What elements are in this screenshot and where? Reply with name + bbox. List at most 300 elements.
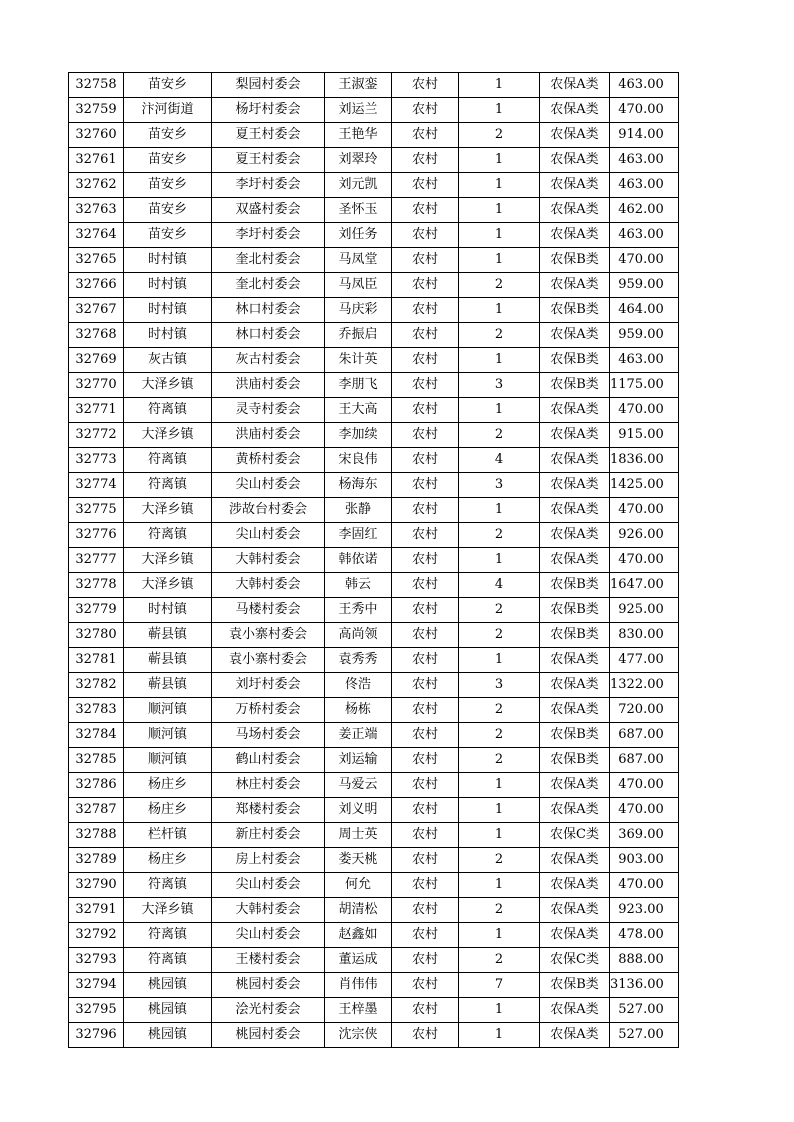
household-type-cell: 农村	[392, 923, 459, 948]
household-type-cell: 农村	[392, 1023, 459, 1048]
household-type-cell: 农村	[392, 323, 459, 348]
township-cell: 苗安乡	[124, 73, 212, 98]
name-cell: 娄天桃	[325, 848, 392, 873]
household-type-cell: 农村	[392, 73, 459, 98]
village-committee-cell: 夏王村委会	[212, 123, 325, 148]
serial-number-cell: 32777	[69, 548, 124, 573]
amount-cell: 470.00	[610, 248, 679, 273]
amount-cell: 527.00	[610, 998, 679, 1023]
table-row	[69, 173, 679, 198]
amount-cell: 470.00	[610, 398, 679, 423]
household-type-cell: 农村	[392, 648, 459, 673]
village-committee-cell: 洪庙村委会	[212, 423, 325, 448]
insurance-category-cell: 农保A类	[540, 423, 610, 448]
household-type-cell: 农村	[392, 123, 459, 148]
village-committee-cell: 灰古村委会	[212, 348, 325, 373]
township-cell: 大泽乡镇	[124, 373, 212, 398]
name-cell: 袁秀秀	[325, 648, 392, 673]
member-count-cell: 1	[459, 1023, 540, 1048]
amount-cell: 915.00	[610, 423, 679, 448]
name-cell: 高尚领	[325, 623, 392, 648]
serial-number-cell: 32790	[69, 873, 124, 898]
table-row	[69, 273, 679, 298]
name-cell: 杨栋	[325, 698, 392, 723]
name-cell: 马凤臣	[325, 273, 392, 298]
serial-number-cell: 32792	[69, 923, 124, 948]
amount-cell: 463.00	[610, 73, 679, 98]
insurance-category-cell: 农保A类	[540, 523, 610, 548]
village-committee-cell: 鹤山村委会	[212, 748, 325, 773]
name-cell: 刘义明	[325, 798, 392, 823]
name-cell: 马凤堂	[325, 248, 392, 273]
village-committee-cell: 林口村委会	[212, 323, 325, 348]
village-committee-cell: 尖山村委会	[212, 473, 325, 498]
table-row	[69, 973, 679, 998]
village-committee-cell: 郑楼村委会	[212, 798, 325, 823]
village-committee-cell: 桃园村委会	[212, 1023, 325, 1048]
amount-cell: 959.00	[610, 323, 679, 348]
township-cell: 苗安乡	[124, 148, 212, 173]
name-cell: 王淑銮	[325, 73, 392, 98]
name-cell: 韩云	[325, 573, 392, 598]
table-row	[69, 448, 679, 473]
household-type-cell: 农村	[392, 798, 459, 823]
name-cell: 乔振启	[325, 323, 392, 348]
village-committee-cell: 万桥村委会	[212, 698, 325, 723]
table-row	[69, 698, 679, 723]
member-count-cell: 1	[459, 998, 540, 1023]
village-committee-cell: 黄桥村委会	[212, 448, 325, 473]
serial-number-cell: 32775	[69, 498, 124, 523]
village-committee-cell: 新庄村委会	[212, 823, 325, 848]
household-type-cell: 农村	[392, 723, 459, 748]
name-cell: 杨海东	[325, 473, 392, 498]
insurance-category-cell: 农保A类	[540, 473, 610, 498]
township-cell: 顺河镇	[124, 723, 212, 748]
township-cell: 大泽乡镇	[124, 423, 212, 448]
village-committee-cell: 奎北村委会	[212, 273, 325, 298]
insurance-category-cell: 农保A类	[540, 673, 610, 698]
table-row	[69, 198, 679, 223]
member-count-cell: 2	[459, 748, 540, 773]
amount-cell: 463.00	[610, 223, 679, 248]
insurance-category-cell: 农保C类	[540, 823, 610, 848]
township-cell: 杨庄乡	[124, 773, 212, 798]
member-count-cell: 2	[459, 273, 540, 298]
insurance-category-cell: 农保B类	[540, 723, 610, 748]
table-row	[69, 323, 679, 348]
member-count-cell: 2	[459, 948, 540, 973]
township-cell: 符离镇	[124, 923, 212, 948]
name-cell: 宋良伟	[325, 448, 392, 473]
household-type-cell: 农村	[392, 673, 459, 698]
household-type-cell: 农村	[392, 198, 459, 223]
village-committee-cell: 刘圩村委会	[212, 673, 325, 698]
village-committee-cell: 双盛村委会	[212, 198, 325, 223]
member-count-cell: 1	[459, 98, 540, 123]
household-type-cell: 农村	[392, 398, 459, 423]
table-row	[69, 373, 679, 398]
member-count-cell: 2	[459, 848, 540, 873]
amount-cell: 470.00	[610, 773, 679, 798]
village-committee-cell: 马楼村委会	[212, 598, 325, 623]
household-type-cell: 农村	[392, 148, 459, 173]
name-cell: 张静	[325, 498, 392, 523]
amount-cell: 3136.00	[610, 973, 679, 998]
name-cell: 李加续	[325, 423, 392, 448]
village-committee-cell: 大韩村委会	[212, 898, 325, 923]
member-count-cell: 1	[459, 73, 540, 98]
serial-number-cell: 32766	[69, 273, 124, 298]
member-count-cell: 1	[459, 498, 540, 523]
name-cell: 沈宗侠	[325, 1023, 392, 1048]
township-cell: 杨庄乡	[124, 798, 212, 823]
village-committee-cell: 梨园村委会	[212, 73, 325, 98]
name-cell: 董运成	[325, 948, 392, 973]
name-cell: 姜正端	[325, 723, 392, 748]
serial-number-cell: 32788	[69, 823, 124, 848]
member-count-cell: 1	[459, 173, 540, 198]
serial-number-cell: 32768	[69, 323, 124, 348]
member-count-cell: 3	[459, 373, 540, 398]
member-count-cell: 2	[459, 323, 540, 348]
insurance-category-cell: 农保B类	[540, 748, 610, 773]
village-committee-cell: 洪庙村委会	[212, 373, 325, 398]
insurance-category-cell: 农保B类	[540, 623, 610, 648]
table-row	[69, 348, 679, 373]
member-count-cell: 2	[459, 698, 540, 723]
amount-cell: 478.00	[610, 923, 679, 948]
insurance-category-cell: 农保B类	[540, 573, 610, 598]
serial-number-cell: 32762	[69, 173, 124, 198]
serial-number-cell: 32795	[69, 998, 124, 1023]
member-count-cell: 7	[459, 973, 540, 998]
village-committee-cell: 夏王村委会	[212, 148, 325, 173]
table-row	[69, 73, 679, 98]
insurance-category-cell: 农保A类	[540, 73, 610, 98]
household-type-cell: 农村	[392, 473, 459, 498]
table-row	[69, 548, 679, 573]
serial-number-cell: 32764	[69, 223, 124, 248]
village-committee-cell: 尖山村委会	[212, 873, 325, 898]
insurance-category-cell: 农保B类	[540, 373, 610, 398]
name-cell: 刘运兰	[325, 98, 392, 123]
amount-cell: 830.00	[610, 623, 679, 648]
household-type-cell: 农村	[392, 448, 459, 473]
table-row	[69, 673, 679, 698]
amount-cell: 1425.00	[610, 473, 679, 498]
amount-cell: 463.00	[610, 148, 679, 173]
amount-cell: 463.00	[610, 348, 679, 373]
township-cell: 大泽乡镇	[124, 898, 212, 923]
village-committee-cell: 林庄村委会	[212, 773, 325, 798]
amount-cell: 477.00	[610, 648, 679, 673]
serial-number-cell: 32763	[69, 198, 124, 223]
township-cell: 符离镇	[124, 523, 212, 548]
serial-number-cell: 32765	[69, 248, 124, 273]
table-row	[69, 898, 679, 923]
table-row	[69, 823, 679, 848]
township-cell: 符离镇	[124, 398, 212, 423]
table-row	[69, 948, 679, 973]
table-row	[69, 223, 679, 248]
member-count-cell: 2	[459, 523, 540, 548]
member-count-cell: 1	[459, 348, 540, 373]
table-row	[69, 873, 679, 898]
member-count-cell: 2	[459, 898, 540, 923]
member-count-cell: 2	[459, 423, 540, 448]
table-row	[69, 98, 679, 123]
household-type-cell: 农村	[392, 248, 459, 273]
village-committee-cell: 桃园村委会	[212, 973, 325, 998]
insurance-category-cell: 农保A类	[540, 548, 610, 573]
table-row	[69, 1023, 679, 1048]
member-count-cell: 1	[459, 873, 540, 898]
name-cell: 马庆彩	[325, 298, 392, 323]
insurance-category-cell: 农保A类	[540, 148, 610, 173]
township-cell: 时村镇	[124, 298, 212, 323]
member-count-cell: 2	[459, 123, 540, 148]
member-count-cell: 1	[459, 398, 540, 423]
village-committee-cell: 尖山村委会	[212, 923, 325, 948]
table-row	[69, 498, 679, 523]
member-count-cell: 2	[459, 723, 540, 748]
township-cell: 桃园镇	[124, 998, 212, 1023]
township-cell: 大泽乡镇	[124, 573, 212, 598]
name-cell: 李朋飞	[325, 373, 392, 398]
household-type-cell: 农村	[392, 873, 459, 898]
amount-cell: 369.00	[610, 823, 679, 848]
amount-cell: 527.00	[610, 1023, 679, 1048]
member-count-cell: 2	[459, 623, 540, 648]
township-cell: 时村镇	[124, 598, 212, 623]
insurance-category-cell: 农保A类	[540, 798, 610, 823]
insurance-category-cell: 农保A类	[540, 123, 610, 148]
household-type-cell: 农村	[392, 173, 459, 198]
amount-cell: 464.00	[610, 298, 679, 323]
township-cell: 桃园镇	[124, 1023, 212, 1048]
serial-number-cell: 32759	[69, 98, 124, 123]
insurance-category-cell: 农保A类	[540, 1023, 610, 1048]
serial-number-cell: 32779	[69, 598, 124, 623]
township-cell: 桃园镇	[124, 973, 212, 998]
name-cell: 胡清松	[325, 898, 392, 923]
village-committee-cell: 房上村委会	[212, 848, 325, 873]
insurance-category-cell: 农保A类	[540, 398, 610, 423]
serial-number-cell: 32780	[69, 623, 124, 648]
member-count-cell: 2	[459, 598, 540, 623]
insurance-category-cell: 农保A类	[540, 873, 610, 898]
name-cell: 韩依诺	[325, 548, 392, 573]
serial-number-cell: 32778	[69, 573, 124, 598]
household-type-cell: 农村	[392, 948, 459, 973]
name-cell: 周士英	[325, 823, 392, 848]
name-cell: 刘任务	[325, 223, 392, 248]
table-row	[69, 123, 679, 148]
serial-number-cell: 32761	[69, 148, 124, 173]
amount-cell: 462.00	[610, 198, 679, 223]
household-type-cell: 农村	[392, 823, 459, 848]
table-row	[69, 773, 679, 798]
serial-number-cell: 32791	[69, 898, 124, 923]
township-cell: 顺河镇	[124, 698, 212, 723]
member-count-cell: 4	[459, 573, 540, 598]
serial-number-cell: 32783	[69, 698, 124, 723]
township-cell: 苗安乡	[124, 173, 212, 198]
table-row	[69, 848, 679, 873]
township-cell: 时村镇	[124, 248, 212, 273]
amount-cell: 470.00	[610, 498, 679, 523]
member-count-cell: 1	[459, 198, 540, 223]
township-cell: 符离镇	[124, 873, 212, 898]
member-count-cell: 4	[459, 448, 540, 473]
household-type-cell: 农村	[392, 573, 459, 598]
member-count-cell: 1	[459, 148, 540, 173]
household-type-cell: 农村	[392, 98, 459, 123]
village-committee-cell: 涉故台村委会	[212, 498, 325, 523]
insurance-category-cell: 农保A类	[540, 848, 610, 873]
table-row	[69, 598, 679, 623]
village-committee-cell: 李圩村委会	[212, 223, 325, 248]
member-count-cell: 3	[459, 473, 540, 498]
amount-cell: 1322.00	[610, 673, 679, 698]
table-row	[69, 798, 679, 823]
insurance-category-cell: 农保A类	[540, 698, 610, 723]
village-committee-cell: 大韩村委会	[212, 548, 325, 573]
insurance-category-cell: 农保A类	[540, 898, 610, 923]
name-cell: 肖伟伟	[325, 973, 392, 998]
serial-number-cell: 32787	[69, 798, 124, 823]
household-type-cell: 农村	[392, 273, 459, 298]
village-committee-cell: 奎北村委会	[212, 248, 325, 273]
serial-number-cell: 32769	[69, 348, 124, 373]
township-cell: 苗安乡	[124, 198, 212, 223]
serial-number-cell: 32772	[69, 423, 124, 448]
township-cell: 符离镇	[124, 948, 212, 973]
name-cell: 刘元凯	[325, 173, 392, 198]
insurance-category-cell: 农保A类	[540, 998, 610, 1023]
name-cell: 刘翠玲	[325, 148, 392, 173]
serial-number-cell: 32793	[69, 948, 124, 973]
table-row	[69, 998, 679, 1023]
insurance-category-cell: 农保A类	[540, 223, 610, 248]
amount-cell: 720.00	[610, 698, 679, 723]
name-cell: 佟浩	[325, 673, 392, 698]
village-committee-cell: 袁小寨村委会	[212, 648, 325, 673]
member-count-cell: 1	[459, 773, 540, 798]
township-cell: 蕲县镇	[124, 673, 212, 698]
village-committee-cell: 杨圩村委会	[212, 98, 325, 123]
village-committee-cell: 灵寺村委会	[212, 398, 325, 423]
household-type-cell: 农村	[392, 898, 459, 923]
member-count-cell: 1	[459, 548, 540, 573]
household-type-cell: 农村	[392, 348, 459, 373]
name-cell: 何允	[325, 873, 392, 898]
insurance-category-cell: 农保B类	[540, 298, 610, 323]
amount-cell: 470.00	[610, 798, 679, 823]
table-row	[69, 648, 679, 673]
amount-cell: 959.00	[610, 273, 679, 298]
village-committee-cell: 王楼村委会	[212, 948, 325, 973]
amount-cell: 470.00	[610, 98, 679, 123]
serial-number-cell: 32781	[69, 648, 124, 673]
amount-cell: 914.00	[610, 123, 679, 148]
table-row	[69, 248, 679, 273]
name-cell: 圣怀玉	[325, 198, 392, 223]
township-cell: 大泽乡镇	[124, 498, 212, 523]
household-type-cell: 农村	[392, 998, 459, 1023]
township-cell: 时村镇	[124, 273, 212, 298]
household-type-cell: 农村	[392, 848, 459, 873]
amount-cell: 463.00	[610, 173, 679, 198]
township-cell: 符离镇	[124, 448, 212, 473]
table-row	[69, 623, 679, 648]
name-cell: 刘运输	[325, 748, 392, 773]
household-type-cell: 农村	[392, 548, 459, 573]
insurance-category-cell: 农保A类	[540, 448, 610, 473]
name-cell: 王艳华	[325, 123, 392, 148]
insurance-category-cell: 农保B类	[540, 248, 610, 273]
amount-cell: 1175.00	[610, 373, 679, 398]
township-cell: 栏杆镇	[124, 823, 212, 848]
insurance-category-cell: 农保A类	[540, 773, 610, 798]
serial-number-cell: 32760	[69, 123, 124, 148]
household-type-cell: 农村	[392, 973, 459, 998]
serial-number-cell: 32774	[69, 473, 124, 498]
serial-number-cell: 32776	[69, 523, 124, 548]
table-row	[69, 473, 679, 498]
household-type-cell: 农村	[392, 298, 459, 323]
household-type-cell: 农村	[392, 623, 459, 648]
member-count-cell: 1	[459, 923, 540, 948]
insurance-category-cell: 农保A类	[540, 923, 610, 948]
township-cell: 蕲县镇	[124, 648, 212, 673]
serial-number-cell: 32784	[69, 723, 124, 748]
name-cell: 李固红	[325, 523, 392, 548]
serial-number-cell: 32758	[69, 73, 124, 98]
serial-number-cell: 32782	[69, 673, 124, 698]
insurance-category-cell: 农保B类	[540, 348, 610, 373]
insurance-category-cell: 农保A类	[540, 98, 610, 123]
amount-cell: 925.00	[610, 598, 679, 623]
allowance-table	[68, 72, 679, 1048]
village-committee-cell: 林口村委会	[212, 298, 325, 323]
table-row	[69, 398, 679, 423]
township-cell: 汴河街道	[124, 98, 212, 123]
serial-number-cell: 32770	[69, 373, 124, 398]
insurance-category-cell: 农保A类	[540, 648, 610, 673]
township-cell: 大泽乡镇	[124, 548, 212, 573]
village-committee-cell: 大韩村委会	[212, 573, 325, 598]
serial-number-cell: 32786	[69, 773, 124, 798]
township-cell: 符离镇	[124, 473, 212, 498]
village-committee-cell: 马场村委会	[212, 723, 325, 748]
household-type-cell: 农村	[392, 498, 459, 523]
table-row	[69, 923, 679, 948]
name-cell: 王秀中	[325, 598, 392, 623]
township-cell: 杨庄乡	[124, 848, 212, 873]
member-count-cell: 3	[459, 673, 540, 698]
amount-cell: 1836.00	[610, 448, 679, 473]
township-cell: 苗安乡	[124, 223, 212, 248]
serial-number-cell: 32796	[69, 1023, 124, 1048]
amount-cell: 923.00	[610, 898, 679, 923]
member-count-cell: 1	[459, 248, 540, 273]
village-committee-cell: 李圩村委会	[212, 173, 325, 198]
table-row	[69, 423, 679, 448]
amount-cell: 903.00	[610, 848, 679, 873]
household-type-cell: 农村	[392, 523, 459, 548]
